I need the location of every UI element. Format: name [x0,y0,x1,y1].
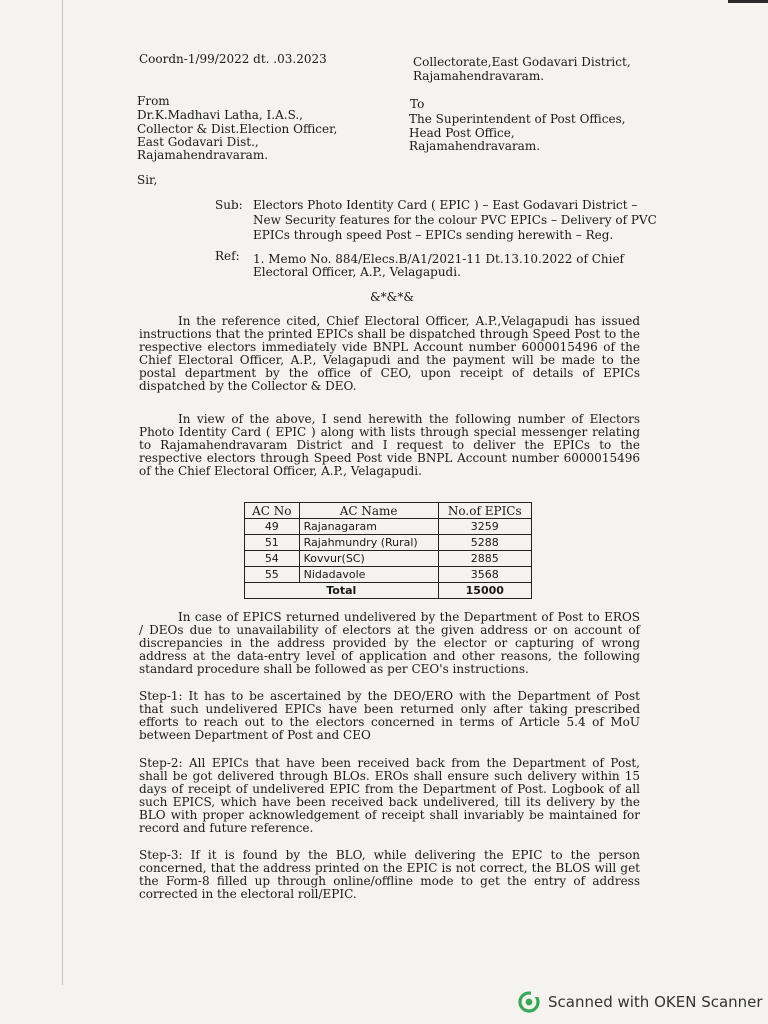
ac-name-cell: Rajanagaram [299,519,438,535]
scan-edge-mark [728,0,768,3]
paragraph-2: In view of the above, I send herewith the following number of Electors Photo Identity Card ( EPIC ) along with lists through special messenger relating to Rajamahendravaram District and I request to deliver the EPICs to the respective electors through Speed Post vide BNPL Account number 6000015496 of the Chief Electoral Officer, A.P., Velagapudi. [139,412,640,478]
total-value-cell: 15000 [438,583,531,599]
from-line: Rajamahendravaram. [137,148,269,162]
place-line-2: Rajamahendravaram. [413,69,545,83]
subject-line: Electors Photo Identity Card ( EPIC ) – East Godavari District – [253,198,638,212]
epic-count-table [244,502,532,599]
ac-no-cell: 49 [245,519,300,535]
from-line: East Godavari Dist., [137,135,259,149]
step-2-paragraph: Step-2: All EPICs that have been received back from the Department of Post, shall be got delivered through BLOs. EROs shall ensure such delivery within 15 days of receipt of undelivered EPIC from the Department of Post. Logbook of all such EPICS, which have been received back undelivered, till its delivery by the BLO with proper acknowledgement of receipt shall invariably be maintained for record and future reference. [139,756,640,835]
from-line: Collector & Dist.Election Officer, [137,122,338,136]
to-label: To [410,97,425,111]
table-row [245,567,532,583]
salutation: Sir, [137,173,158,187]
paragraph-1: In the reference cited, Chief Electoral Officer, A.P.,Velagapudi has issued instructions that the printed EPICs shall be dispatched through Speed Post to the respective electors immediately vide BNPL Account number 6000015496 of the Chief Electoral Officer, A.P., Velagapudi and the payment will be made to the postal department by the office of CEO, upon receipt of details of EPICs dispatched by the Collector & DEO. [139,314,640,393]
from-label: From [137,94,170,108]
table-row [245,519,532,535]
place-line-1: Collectorate,East Godavari District, [413,55,631,69]
separator: &*&*& [370,290,415,304]
paragraph-3: In case of EPICS returned undelivered by the Department of Post to EROS / DEOs due to unavailability of electors at the given address or on account of discrepancies in the address provided by the elector or capturing of wrong address at the data-entry level of application and other reasons, the following standard procedure shall be followed as per CEO's instructions. [139,610,640,676]
to-line: The Superintendent of Post Offices, [409,112,626,126]
to-line: Head Post Office, [409,126,515,140]
epics-cell: 2885 [438,551,531,567]
reference-line: 1. Memo No. 884/Elecs.B/A1/2021-11 Dt.13.10.2022 of Chief [253,252,624,266]
epics-cell: 3259 [438,519,531,535]
from-line: Dr.K.Madhavi Latha, I.A.S., [137,108,303,122]
scan-edge [62,0,63,985]
subject-label: Sub: [215,198,243,212]
table-total-row [245,583,532,599]
column-header: No.of EPICs [438,503,531,519]
oken-scanner-logo-icon [518,991,540,1013]
ac-name-cell: Rajahmundry (Rural) [299,535,438,551]
column-header: AC No [245,503,300,519]
ac-name-cell: Nidadavole [299,567,438,583]
subject-line: New Security features for the colour PVC EPICs – Delivery of PVC [253,213,657,227]
ac-no-cell: 54 [245,551,300,567]
epics-cell: 5288 [438,535,531,551]
table-header-row [245,503,532,519]
step-1-paragraph: Step-1: It has to be ascertained by the DEO/ERO with the Department of Post that such undelivered EPICs have been returned only after taking prescribed efforts to reach out to the electors concerned in terms of Article 5.4 of MoU between Department of Post and CEO [139,689,640,742]
scanner-watermark [518,991,763,1013]
scanner-watermark-text: Scanned with OKEN Scanner [548,993,763,1011]
to-line: Rajamahendravaram. [409,139,541,153]
table-row [245,535,532,551]
epics-cell: 3568 [438,567,531,583]
reference-line: Electoral Officer, A.P., Velagapudi. [253,265,461,279]
ac-no-cell: 55 [245,567,300,583]
step-3-paragraph: Step-3: If it is found by the BLO, while delivering the EPIC to the person concerned, that the address printed on the EPIC is not correct, the BLOS will get the Form-8 filled up through online/offline mode to get the entry of address corrected in the electoral roll/EPIC. [139,848,640,901]
column-header: AC Name [299,503,438,519]
total-label-cell: Total [245,583,439,599]
reference-number: Coordn-1/99/2022 dt. .03.2023 [139,52,327,66]
ac-no-cell: 51 [245,535,300,551]
table-row [245,551,532,567]
subject-line: EPICs through speed Post – EPICs sending herewith – Reg. [253,228,614,242]
ac-name-cell: Kovvur(SC) [299,551,438,567]
reference-label: Ref: [215,249,240,263]
